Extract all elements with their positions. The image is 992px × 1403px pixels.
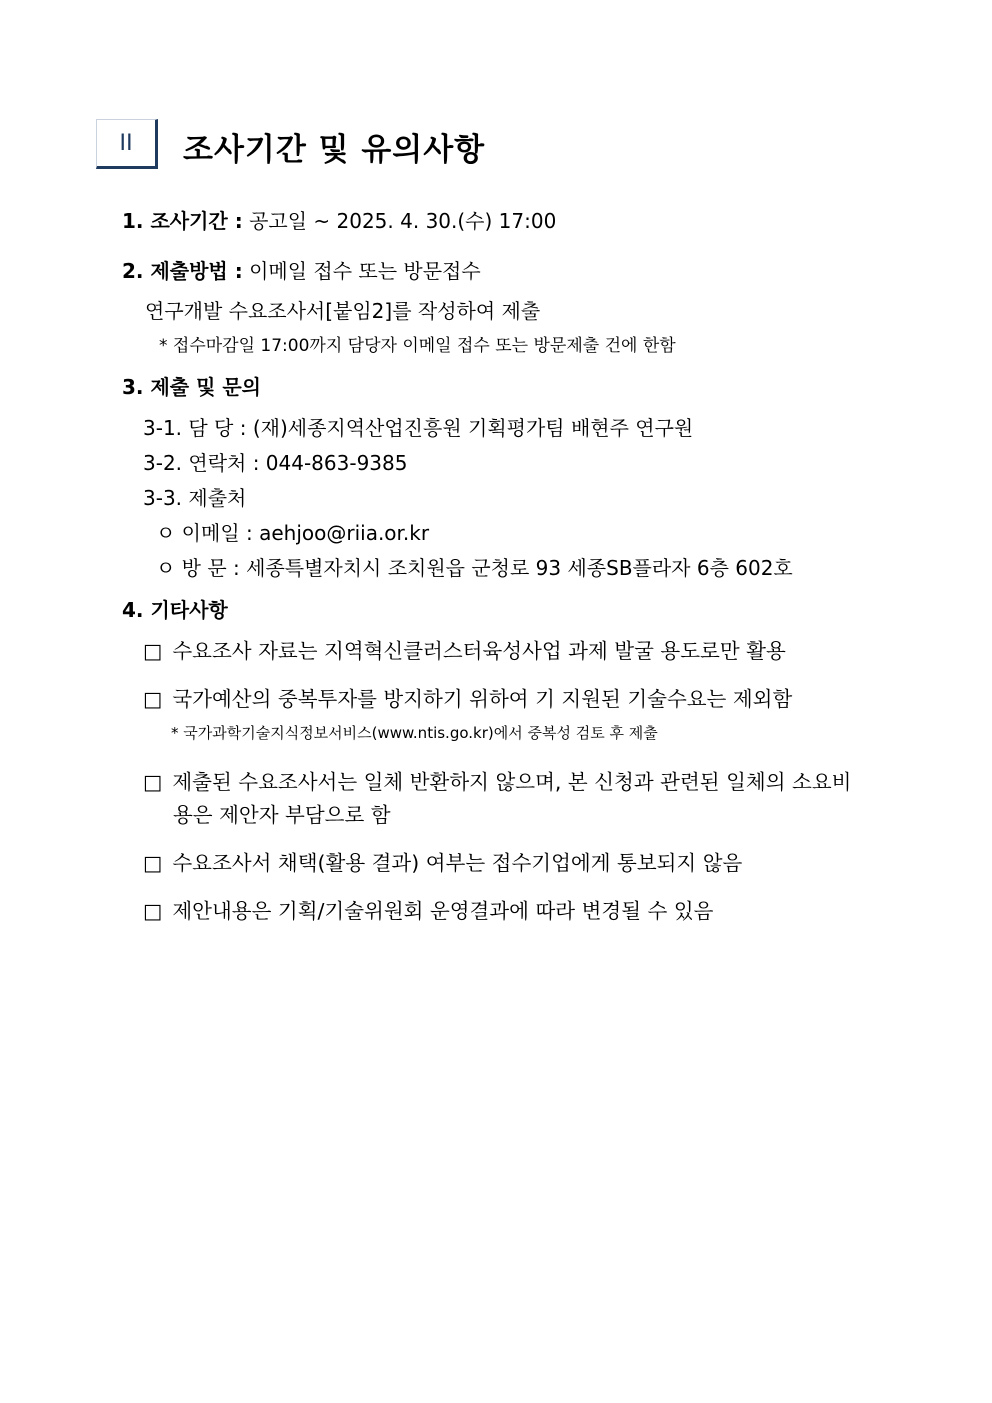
- checkbox-icon: □: [143, 687, 163, 711]
- etc-bullet-5: [143, 894, 713, 924]
- etc-bullet-text: 수요조사서 채택(활용 결과) 여부는 접수기업에게 통보되지 않음: [172, 851, 743, 875]
- period-value: 공고일 ~ 2025. 4. 30.(수) 17:00: [249, 209, 557, 233]
- method-line: [122, 255, 481, 284]
- etc-bullet-text: 국가예산의 중복투자를 방지하기 위하여 기 지원된 기술수요는 제외함: [172, 687, 793, 711]
- section-title: 조사기간 및 유의사항: [183, 132, 486, 168]
- section-number-box: [96, 119, 158, 169]
- checkbox-icon: □: [143, 899, 163, 923]
- section-number: II: [119, 129, 133, 156]
- etc-bullet-3-continuation: 용은 제안자 부담으로 함: [173, 803, 391, 827]
- method-value: 이메일 접수 또는 방문접수: [249, 259, 481, 283]
- checkbox-icon: □: [143, 851, 163, 875]
- period-line: [122, 205, 556, 234]
- etc-bullet-2: [143, 682, 792, 712]
- etc-heading: 4. 기타사항: [122, 598, 228, 622]
- contact-heading: 3. 제출 및 문의: [122, 375, 262, 399]
- contact-phone: 3-2. 연락처 : 044-863-9385: [143, 451, 408, 475]
- contact-visit: ㅇ 방 문 : 세종특별자치시 조치원읍 군청로 93 세종SB플라자 6층 602호: [156, 556, 793, 580]
- checkbox-icon: □: [143, 770, 163, 794]
- etc-bullet-text: 수요조사 자료는 지역혁신클러스터육성사업 과제 발굴 용도로만 활용: [172, 639, 786, 663]
- contact-submit-heading: 3-3. 제출처: [143, 486, 247, 510]
- method-detail: 연구개발 수요조사서[붙임2]를 작성하여 제출: [145, 299, 541, 323]
- etc-bullet-text: 제출된 수요조사서는 일체 반환하지 않으며, 본 신청과 관련된 일체의 소요비: [172, 770, 852, 794]
- etc-bullet-1: [143, 634, 786, 664]
- etc-sub-note: * 국가과학기술지식정보서비스(www.ntis.go.kr)에서 중복성 검토 후 제출: [171, 724, 658, 742]
- etc-bullet-text: 제안내용은 기획/기술위원회 운영결과에 따라 변경될 수 있음: [172, 899, 714, 923]
- checkbox-icon: □: [143, 639, 163, 663]
- contact-manager: 3-1. 담 당 : (재)세종지역산업진흥원 기획평가팀 배현주 연구원: [143, 416, 694, 440]
- etc-bullet-4: [143, 846, 742, 876]
- etc-bullet-3: [143, 765, 851, 795]
- period-label: 1. 조사기간 :: [122, 209, 243, 233]
- method-note: * 접수마감일 17:00까지 담당자 이메일 접수 또는 방문제출 건에 한함: [159, 336, 676, 356]
- contact-email: ㅇ 이메일 : aehjoo@riia.or.kr: [156, 521, 430, 545]
- method-label: 2. 제출방법 :: [122, 259, 243, 283]
